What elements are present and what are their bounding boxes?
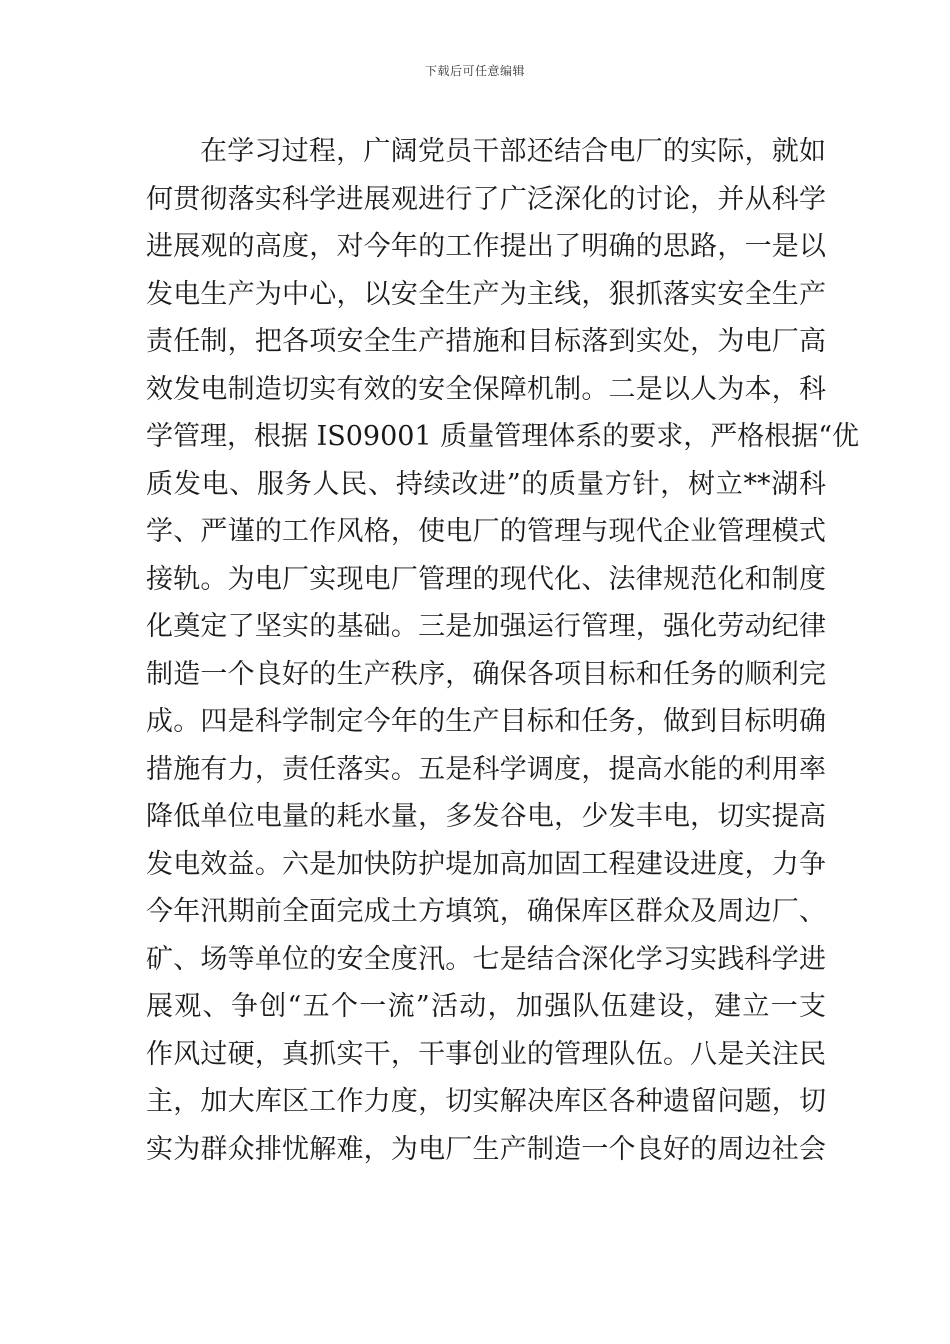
text-line: 学管理，根据 IS09001 质量管理体系的要求，严格根据“优 — [146, 421, 860, 452]
text-line: 展观、争创“五个一流”活动，加强队伍建设，建立一支 — [146, 991, 826, 1022]
text-line: 措施有力，责任落实。五是科学调度，提高水能的利用率 — [146, 753, 826, 785]
text-line: 效发电制造切实有效的安全保障机制。二是以人为本，科 — [146, 373, 826, 405]
text-line: 今年汛期前全面完成土方填筑，确保库区群众及周边厂、 — [146, 896, 826, 927]
text-line: 主，加大库区工作力度，切实解决库区各种遗留问题，切 — [146, 1086, 826, 1117]
text-line: 制造一个良好的生产秩序，确保各项目标和任务的顺利完 — [146, 658, 826, 690]
text-line: 学、严谨的工作风格，使电厂的管理与现代企业管理模式 — [146, 516, 826, 547]
text-line: 质发电、服务人民、持续改进”的质量方针，树立**湖科 — [146, 468, 826, 500]
text-line: 进展观的高度，对今年的工作提出了明确的思路，一是以 — [146, 231, 826, 262]
text-line: 在学习过程，广阔党员干部还结合电厂的实际，就如 — [200, 136, 826, 167]
text-line: 化奠定了坚实的基础。三是加强运行管理，强化劳动纪律 — [146, 611, 826, 642]
text-line: 成。四是科学制定今年的生产目标和任务，做到目标明确 — [146, 706, 826, 737]
text-line: 发电效益。六是加快防护堤加高加固工程建设进度，力争 — [146, 848, 826, 880]
text-line: 矿、场等单位的安全度汛。七是结合深化学习实践科学进 — [146, 943, 826, 975]
text-line: 何贯彻落实科学进展观进行了广泛深化的讨论，并从科学 — [146, 183, 826, 215]
text-line: 责任制，把各项安全生产措施和目标落到实处，为电厂高 — [146, 326, 826, 357]
body-paragraph — [146, 128, 860, 1173]
page-header: 下载后可任意编辑 — [424, 64, 525, 78]
text-line: 实为群众排忧解难，为电厂生产制造一个良好的周边社会 — [146, 1133, 826, 1165]
text-line: 作风过硬，真抓实干，干事创业的管理队伍。八是关注民 — [146, 1038, 826, 1070]
text-line: 降低单位电量的耗水量，多发谷电，少发丰电，切实提高 — [146, 801, 826, 832]
text-line: 接轨。为电厂实现电厂管理的现代化、法律规范化和制度 — [146, 563, 826, 595]
text-line: 发电生产为中心，以安全生产为主线，狠抓落实安全生产 — [146, 278, 826, 310]
